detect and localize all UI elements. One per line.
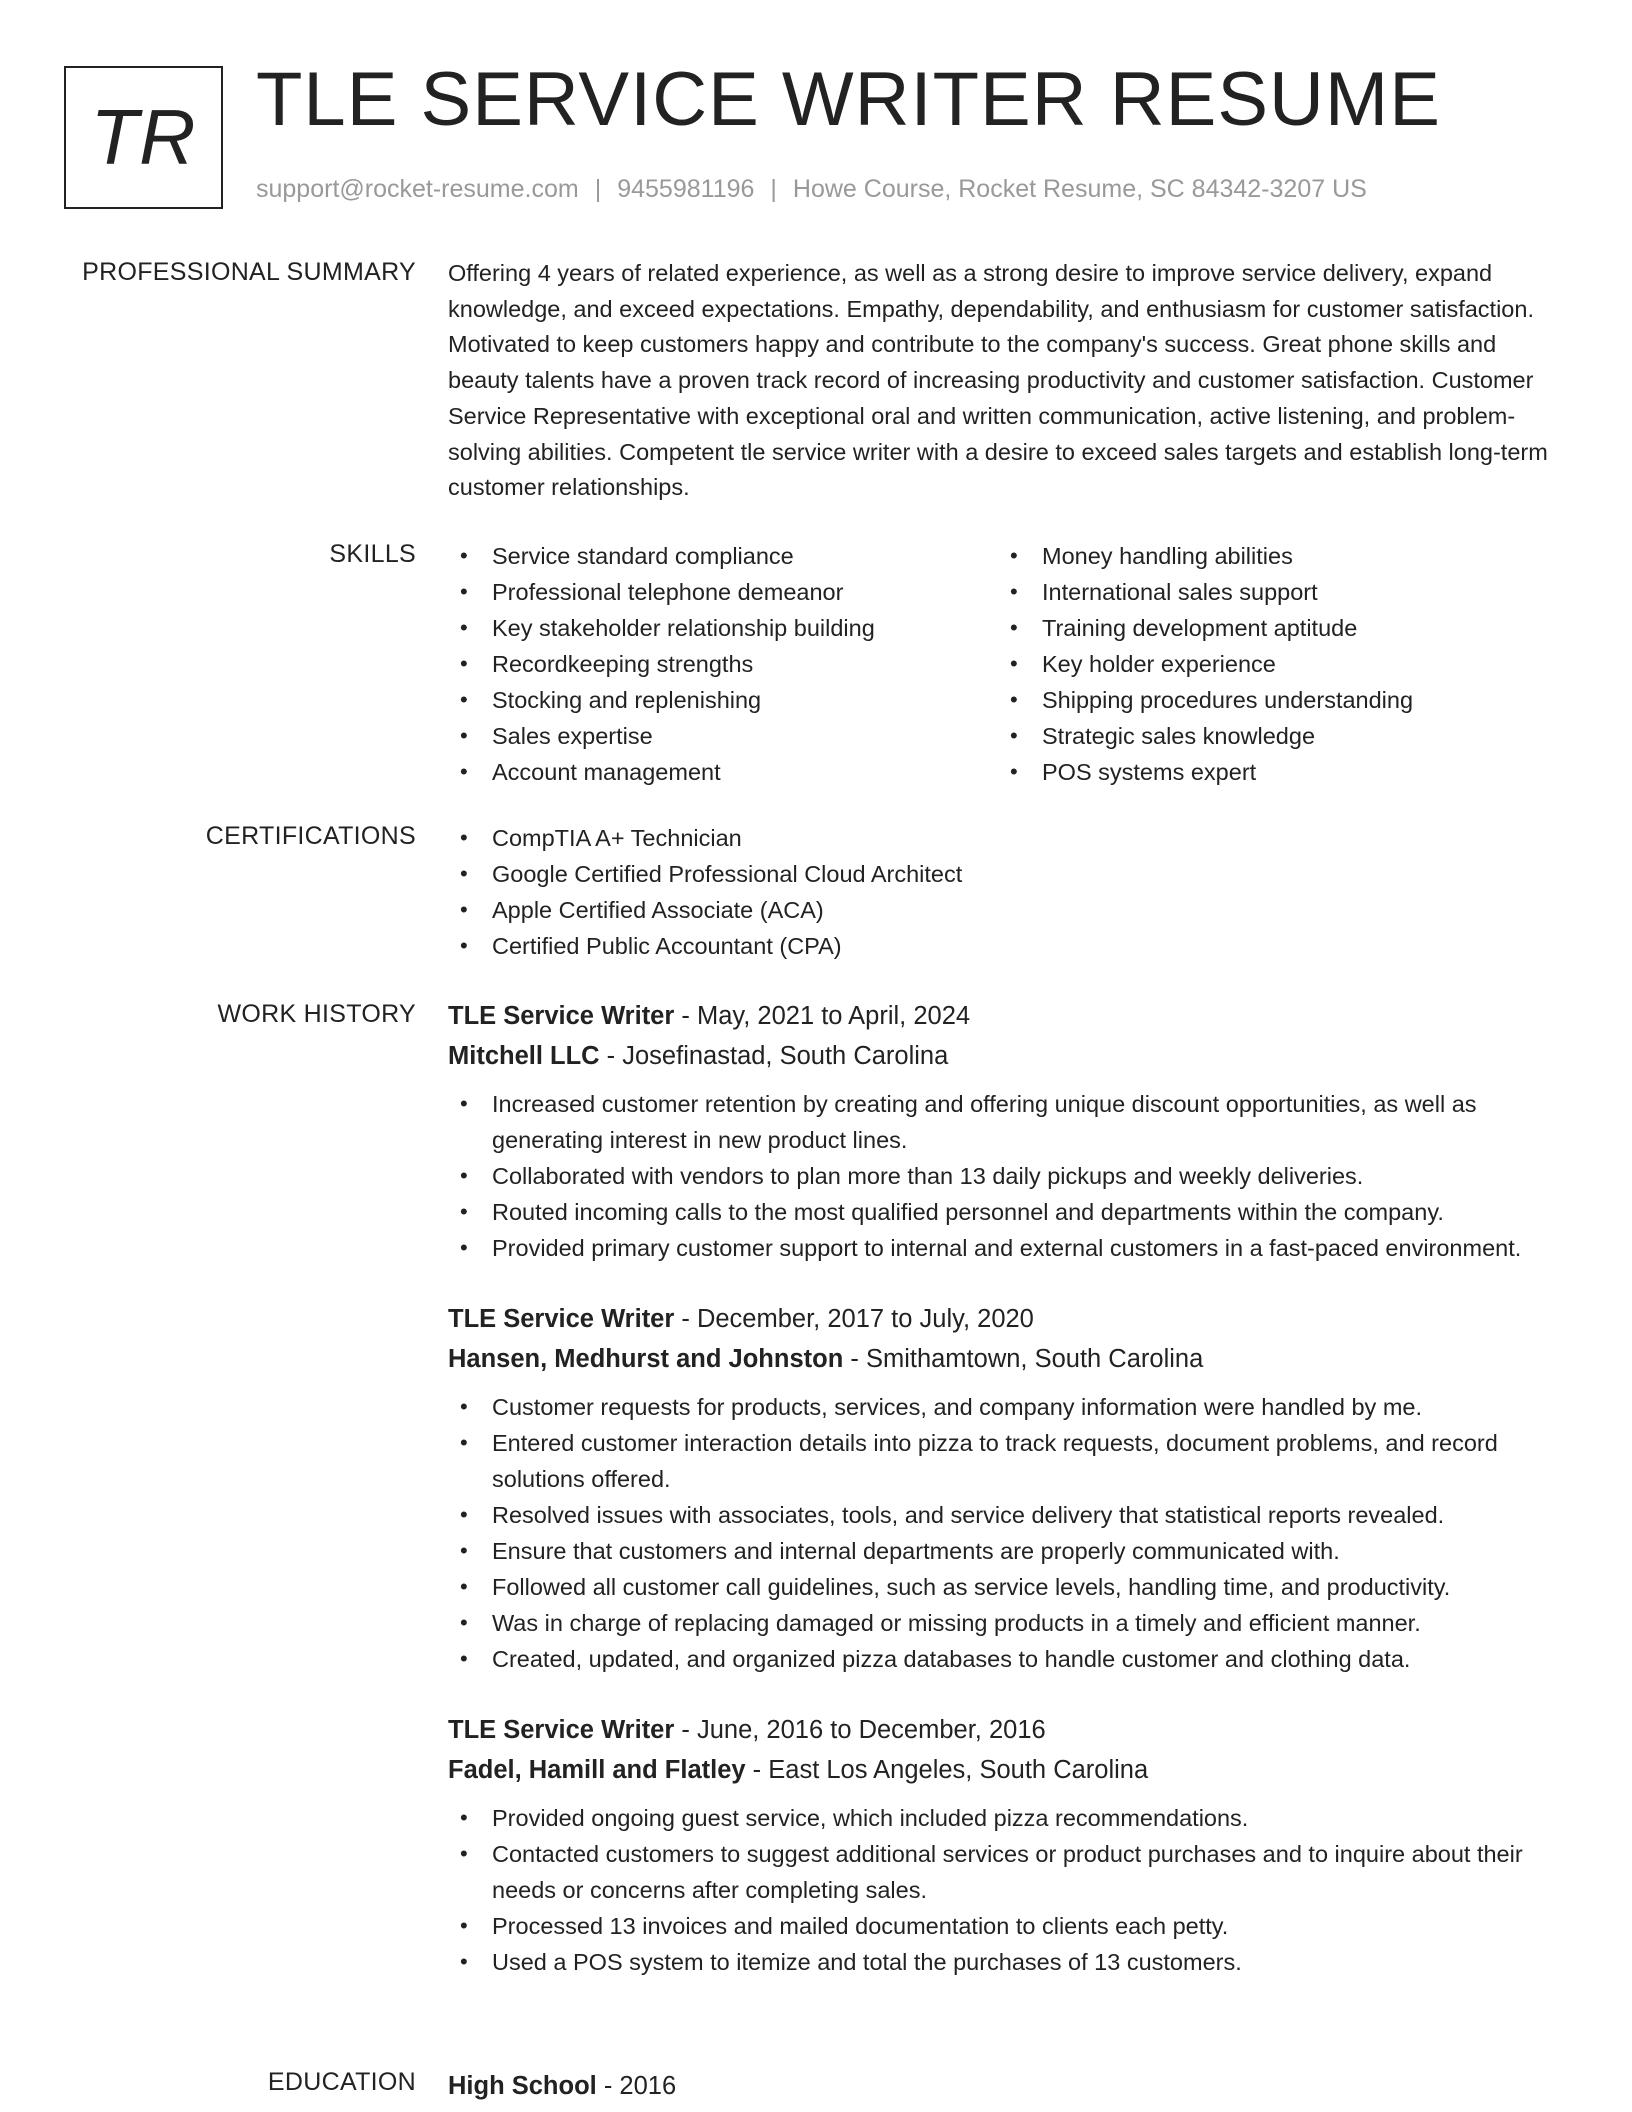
job-duty: • Used a POS system to itemize and total the purchases of 13 customers. <box>448 1944 1568 1980</box>
resume-title: TLE SERVICE WRITER RESUME <box>256 57 1441 142</box>
job-duty: • Increased customer retention by creating and offering unique discount opportunities, as well as generating interest in new product lines. <box>448 1086 1568 1158</box>
job-duty: • Was in charge of replacing damaged or missing products in a timely and efficient manner. <box>448 1605 1568 1641</box>
job-duty: • Entered customer interaction details into pizza to track requests, document problems, and record solutions offered. <box>448 1425 1568 1497</box>
skill-item: • Recordkeeping strengths <box>448 646 998 682</box>
education-degree: High School <box>448 2072 597 2100</box>
job-duty: • Ensure that customers and internal departments are properly communicated with. <box>448 1533 1568 1569</box>
summary-heading: PROFESSIONAL SUMMARY <box>82 258 416 286</box>
job-duty: • Customer requests for products, services, and company information were handled by me. <box>448 1389 1568 1425</box>
skill-item: • Key stakeholder relationship building <box>448 610 998 646</box>
contact-line <box>256 175 1367 204</box>
skill-item: • Professional telephone demeanor <box>448 574 998 610</box>
skill-item: • Key holder experience <box>998 646 1548 682</box>
job-dates: - December, 2017 to July, 2020 <box>674 1305 1034 1333</box>
monogram-initials: TR <box>90 93 197 181</box>
job-duties <box>448 1086 1568 1266</box>
job-duties <box>448 1800 1568 1980</box>
job-duty: • Provided primary customer support to internal and external customers in a fast-paced environment. <box>448 1230 1568 1266</box>
job-entry <box>448 996 1568 1266</box>
job-duty: • Routed incoming calls to the most qualified personnel and departments within the company. <box>448 1194 1568 1230</box>
work-history-body <box>448 996 1568 2013</box>
education-line <box>448 2066 1568 2106</box>
job-title-line <box>448 1299 1568 1339</box>
skills-grid <box>448 538 1568 790</box>
skill-item: • POS systems expert <box>998 754 1548 790</box>
job-company: Hansen, Medhurst and Johnston <box>448 1345 844 1373</box>
job-duty: • Contacted customers to suggest additional services or product purchases and to inquire about their needs or concerns after completing sales. <box>448 1836 1568 1908</box>
job-duties <box>448 1389 1568 1677</box>
job-duty: • Resolved issues with associates, tools, and service delivery that statistical reports revealed. <box>448 1497 1568 1533</box>
education-heading: EDUCATION <box>267 2068 416 2096</box>
contact-address: Howe Course, Rocket Resume, SC 84342-3207 US <box>792 175 1367 203</box>
skills-list-right <box>998 538 1548 790</box>
job-duty: • Processed 13 invoices and mailed documentation to clients each petty. <box>448 1908 1568 1944</box>
job-dates: - May, 2021 to April, 2024 <box>674 1002 971 1030</box>
job-company-line <box>448 1036 1568 1076</box>
job-title-line <box>448 1710 1568 1750</box>
job-entry <box>448 1710 1568 1980</box>
resume-header <box>64 57 1564 216</box>
skill-item: • International sales support <box>998 574 1548 610</box>
job-duty: • Created, updated, and organized pizza databases to handle customer and clothing data. <box>448 1641 1568 1677</box>
job-company-line <box>448 1750 1568 1790</box>
work-history-heading: WORK HISTORY <box>217 1000 416 1028</box>
skill-item: • Account management <box>448 754 998 790</box>
skill-item: • Strategic sales knowledge <box>998 718 1548 754</box>
job-company-line <box>448 1339 1568 1379</box>
education-year: - 2016 <box>596 2072 677 2100</box>
job-title-line <box>448 996 1568 1036</box>
skills-list-left <box>448 538 998 790</box>
job-role: TLE Service Writer <box>448 1305 675 1333</box>
job-role: TLE Service Writer <box>448 1716 675 1744</box>
education-body <box>448 2066 1568 2106</box>
job-company: Mitchell LLC <box>448 1042 600 1070</box>
certifications-list <box>448 820 1568 964</box>
job-duty: • Collaborated with vendors to plan more than 13 daily pickups and weekly deliveries. <box>448 1158 1568 1194</box>
job-duty: • Followed all customer call guidelines, such as service levels, handling time, and productivity. <box>448 1569 1568 1605</box>
job-location: - Smithamtown, South Carolina <box>843 1345 1204 1373</box>
certifications-heading: CERTIFICATIONS <box>205 822 416 850</box>
contact-phone[interactable]: 9455981196 <box>617 175 755 203</box>
contact-email[interactable]: support@rocket-resume.com <box>256 175 579 203</box>
skill-item: • Stocking and replenishing <box>448 682 998 718</box>
job-entry <box>448 1299 1568 1677</box>
job-role: TLE Service Writer <box>448 1002 675 1030</box>
monogram-box <box>64 66 223 209</box>
job-location: - Josefinastad, South Carolina <box>599 1042 949 1070</box>
certifications-body <box>448 820 1568 964</box>
summary-text: Offering 4 years of related experience, as well as a strong desire to improve service delivery, expand knowledge, and exceed expectations. Empathy, dependability, and enthusiasm for customer satisfaction. Motivated to keep customers happy and contribute to the company's success. Great phone skills and beauty talents have a proven track record of increasing productivity and customer satisfaction. Customer Service Representative with exceptional oral and written communication, active listening, and problem-solving abilities. Competent tle service writer with a desire to exceed sales targets and establish long-term customer relationships. <box>448 260 1548 501</box>
skill-item: • Sales expertise <box>448 718 998 754</box>
job-company: Fadel, Hamill and Flatley <box>448 1756 746 1784</box>
certification-item: • Google Certified Professional Cloud Architect <box>448 856 1568 892</box>
skill-item: • Money handling abilities <box>998 538 1548 574</box>
skill-item: • Service standard compliance <box>448 538 998 574</box>
certification-item: • Certified Public Accountant (CPA) <box>448 928 1568 964</box>
certification-item: • Apple Certified Associate (ACA) <box>448 892 1568 928</box>
certification-item: • CompTIA A+ Technician <box>448 820 1568 856</box>
job-dates: - June, 2016 to December, 2016 <box>674 1716 1046 1744</box>
contact-separator: | <box>594 175 602 203</box>
skill-item: • Shipping procedures understanding <box>998 682 1548 718</box>
job-location: - East Los Angeles, South Carolina <box>745 1756 1149 1784</box>
job-duty: • Provided ongoing guest service, which included pizza recommendations. <box>448 1800 1568 1836</box>
contact-separator: | <box>770 175 777 203</box>
skill-item: • Training development aptitude <box>998 610 1548 646</box>
skills-heading: SKILLS <box>329 540 416 568</box>
